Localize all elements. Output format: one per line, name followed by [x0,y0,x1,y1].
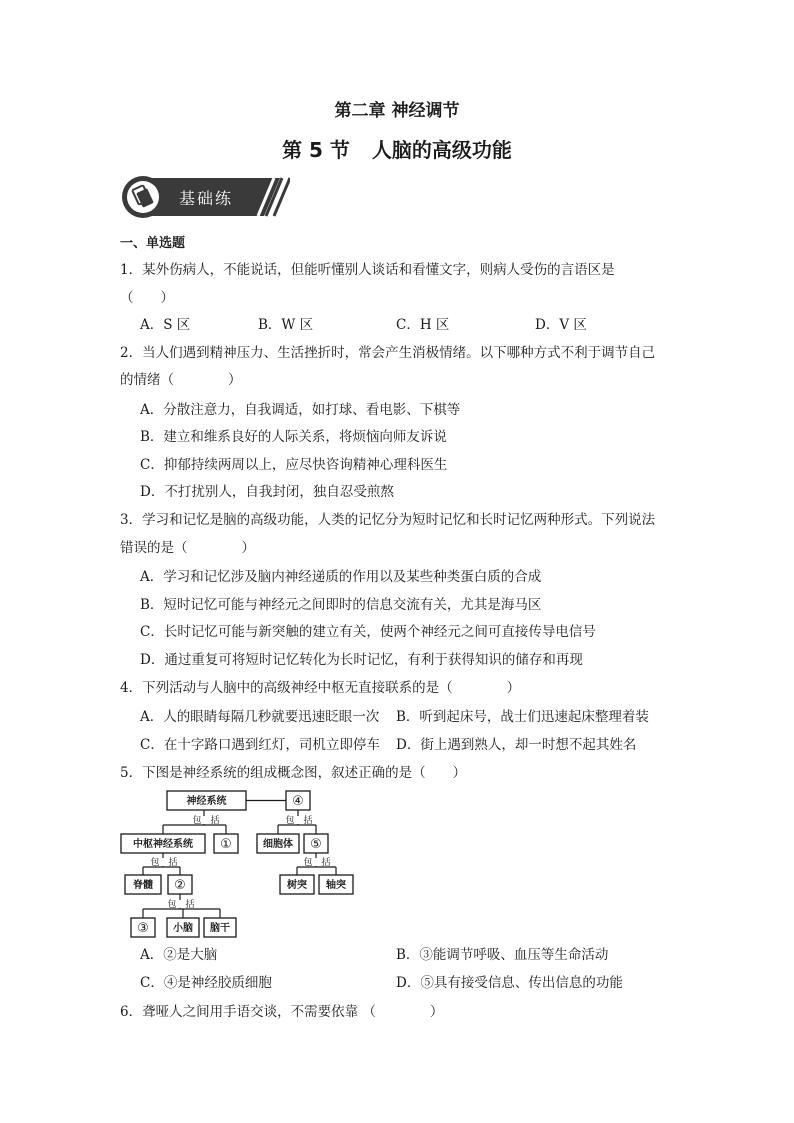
q4-option-a: A．人的眼睛每隔几秒就要迅速眨眼一次 [140,709,380,725]
include-label-5: 包 括 [167,900,195,910]
q2-stem-line1: 2．当人们遇到精神压力、生活挫折时，常会产生消极情绪。以下哪种方式不利于调节自己 [120,345,656,361]
label-spinal-cord: 脊髓 [133,880,153,891]
q1-option-c: C．H 区 [396,317,450,333]
q5-stem: 5．下图是神经系统的组成概念图，叙述正确的是（ ） [120,765,467,781]
label-circle4: ④ [292,794,304,809]
q1-option-a: A．S 区 [140,317,191,333]
label-circle5: ⑤ [310,837,322,852]
chapter-title: 第二章 神经调节 [334,101,460,121]
q3-stem-line1: 3．学习和记忆是脑的高级功能，人类的记忆分为短时记忆和长时记忆两种形式。下列说法 [120,512,656,528]
q6-stem: 6．聋哑人之间用手语交谈，不需要依靠 （ ） [120,1004,444,1020]
q2-option-d: D．不打扰别人，自我封闭，独自忍受煎熬 [140,484,394,500]
q1-option-d: D．V 区 [535,317,587,333]
q1-stem: 1．某外伤病人，不能说话，但能听懂别人谈话和看懂文字，则病人受伤的言语区是 [120,262,615,278]
q2-stem-line2: 的情绪（ ） [120,372,242,388]
include-label-4: 包 括 [303,858,331,868]
q2-option-b: B．建立和维系良好的人际关系，将烦恼向师友诉说 [140,429,447,445]
badge-label: 基础练 [179,189,234,208]
nervous-system-concept-diagram [112,782,362,942]
q5-option-d: D．⑤具有接受信息、传出信息的功能 [396,975,623,991]
q4-option-c: C．在十字路口遇到红灯，司机立即停车 [140,737,380,753]
label-cerebellum: 小脑 [173,923,193,934]
q5-option-a: A．②是大脑 [140,947,218,963]
section-title [0,134,794,163]
q5-option-b: B．③能调节呼吸、血压等生命活动 [396,947,609,963]
q3-option-c: C．长时记忆可能与新突触的建立有关，使两个神经元之间可直接传导电信号 [140,624,596,640]
include-label-2: 包 括 [285,816,313,826]
label-nervous-system: 神经系统 [186,796,227,807]
section-name: 人脑的高级功能 [371,138,512,162]
label-cell-body: 细胞体 [263,839,293,850]
part-heading: 一、单选题 [120,236,186,251]
include-label-1: 包 括 [192,816,220,826]
q4-stem: 4．下列活动与人脑中的高级神经中枢无直接联系的是（ ） [120,680,521,696]
q3-option-a: A．学习和记忆涉及脑内神经递质的作用以及某些种类蛋白质的合成 [140,569,542,585]
q4-option-b: B．听到起床号，战士们迅速起床整理着装 [396,709,649,725]
q3-option-d: D．通过重复可将短时记忆转化为长时记忆，有利于获得知识的储存和再现 [140,652,583,668]
label-dendrite: 树突 [287,880,307,891]
label-circle2: ② [174,878,186,893]
q1-option-b: B．W 区 [258,317,314,333]
q2-option-a: A．分散注意力，自我调适，如打球、看电影、下棋等 [140,402,461,418]
section-number: 第 5 节 [282,138,350,162]
q2-option-c: C．抑郁持续两周以上，应尽快咨询精神心理科医生 [140,457,448,473]
q1-answer-paren: （ ） [120,290,174,306]
label-circle3: ③ [137,921,149,936]
q5-option-c: C．④是神经胶质细胞 [140,975,272,991]
label-brainstem: 脑干 [210,923,230,934]
label-axon: 轴突 [326,880,346,891]
include-label-3: 包 括 [150,858,178,868]
label-circle1: ① [220,837,232,852]
q4-option-d: D．街上遇到熟人，却一时想不起其姓名 [396,737,637,753]
label-cns: 中枢神经系统 [133,839,193,850]
q3-stem-line2: 错误的是（ ） [120,540,255,556]
q3-option-b: B．短时记忆可能与神经元之间即时的信息交流有关，尤其是海马区 [140,597,542,613]
basic-practice-badge [120,174,290,220]
